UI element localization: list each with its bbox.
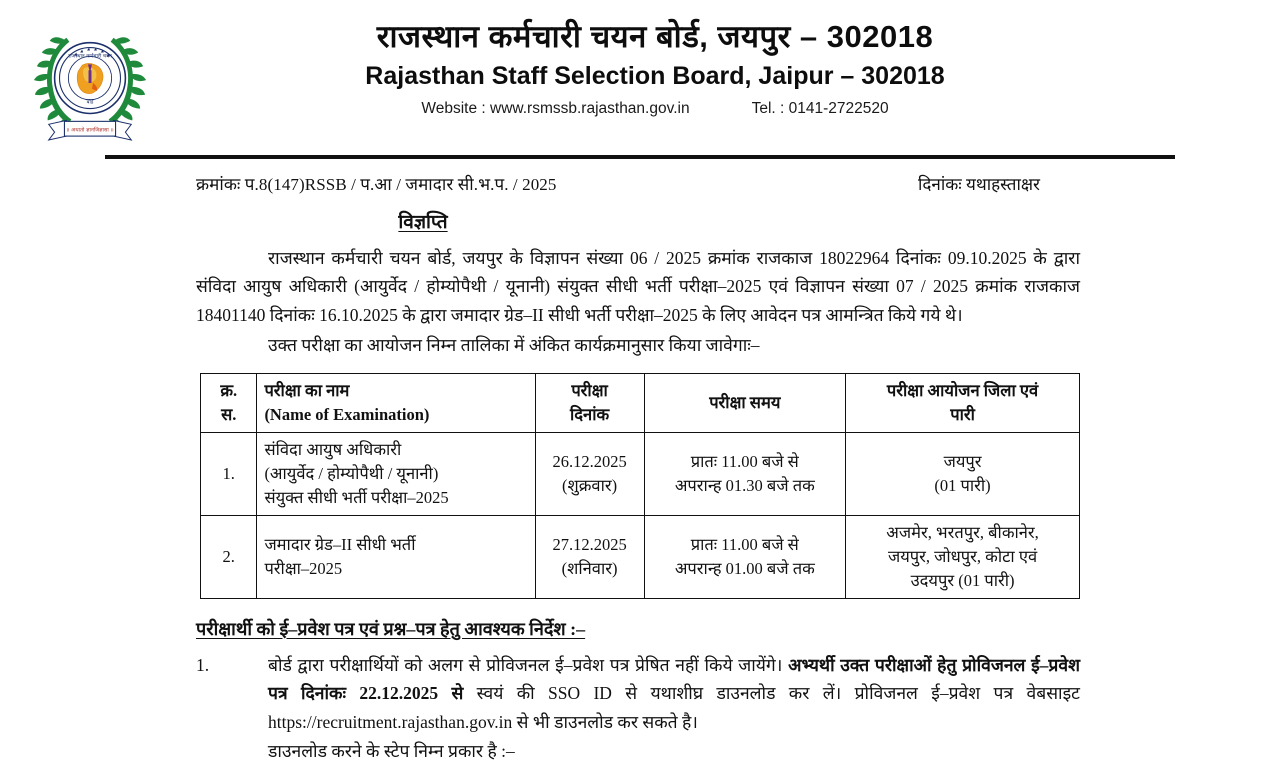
instruction-tail — [196, 737, 1080, 765]
cell-serial-number: 1. — [201, 433, 257, 516]
notice-paragraph-1: राजस्थान कर्मचारी चयन बोर्ड, जयपुर के विज्ञापन संख्या 06 / 2025 क्रमांक राजकाज 18022964 दिनांकः 09.10.2025 के द्वारा संविदा आयुष अधिकारी (आयुर्वेद / होम्योपैथी / यूनानी) संयुक्त सीधी भर्ती परीक्षा–2025 एवं विज्ञापन संख्या 07 / 2025 क्रमांक राजकाज 18401140 दिनांकः 16.10.2025 के द्वारा जमादार ग्रेड–II सीधी भर्ती परीक्षा–2025 के लिए आवेदन पत्र आमन्त्रित किये गये थे। — [196, 247, 1080, 325]
svg-text:॥ अथातो ज्ञानजिज्ञासा ॥: ॥ अथातो ज्ञानजिज्ञासा ॥ — [66, 127, 114, 134]
notice-heading: विज्ञप्ति — [398, 211, 448, 233]
cell-exam-name: जमादार ग्रेड–II सीधी भर्ती परीक्षा–2025 — [257, 515, 535, 598]
header-exam-date: परीक्षा दिनांक — [535, 374, 644, 433]
cell-exam-district: अजमेर, भरतपुर, बीकानेर, जयपुर, जोधपुर, कोटा एवं उदयपुर (01 पारी) — [846, 515, 1080, 598]
instruction-text-part-2: स्वयं की SSO ID से यथाशीघ्र डाउनलोड कर लें। प्रोविजनल ई–प्रवेश पत्र वेबसाइट https://recruitment.rajasthan.gov.in से भी डाउनलोड कर सकते है। — [268, 683, 1080, 732]
cell-exam-time: प्रातः 11.00 बजे से अपरान्ह 01.30 बजे तक — [644, 433, 846, 516]
svg-text:राजस्थान कर्मचारी चयन: राजस्थान कर्मचारी चयन — [68, 53, 112, 60]
reference-number: क्रमांकः प.8(147)RSSB / प.आ / जमादार सी.भ.प. / 2025 — [196, 175, 557, 194]
cell-exam-name: संविदा आयुष अधिकारी (आयुर्वेद / होम्योपैथी / यूनानी) संयुक्त सीधी भर्ती परीक्षा–2025 — [257, 433, 535, 516]
instruction-text-bold: अभ्यर्थी उक्त परीक्षाओं हेतु प्रोविजनल ई–प्रवेश पत्र दिनांकः 22.12.2025 से — [268, 655, 1080, 704]
instruction-text — [268, 651, 1080, 736]
rajasthan-board-emblem-icon — [31, 22, 149, 144]
header-exam-name: परीक्षा का नाम (Name of Examination) — [257, 374, 535, 433]
cell-serial-number: 2. — [201, 515, 257, 598]
instruction-item — [196, 651, 1080, 736]
telephone-text: Tel. : 0141-2722520 — [751, 99, 889, 117]
document-body — [0, 172, 1280, 765]
instructions-heading: परीक्षार्थी को ई–प्रवेश पत्र एवं प्रश्न–पत्र हेतु आवश्यक निर्देश :– — [196, 618, 586, 639]
letterhead-titles — [150, 18, 1280, 118]
table-header-row — [201, 374, 1080, 433]
header-divider — [105, 155, 1175, 159]
board-title-hindi: राजस्थान कर्मचारी चयन बोर्ड, जयपुर – 302018 — [376, 19, 934, 54]
issue-date: दिनांकः यथाहस्ताक्षर — [917, 175, 1040, 194]
letterhead — [0, 0, 1280, 144]
exam-schedule-table — [200, 373, 1080, 598]
svg-text:बोर्ड: बोर्ड — [86, 99, 94, 106]
cell-exam-district: जयपुर (01 पारी) — [846, 433, 1080, 516]
notice-paragraph-2: उक्त परीक्षा का आयोजन निम्न तालिका में अंकित कार्यक्रमानुसार किया जावेगाः– — [268, 334, 760, 355]
cell-exam-date: 26.12.2025 (शुक्रवार) — [535, 433, 644, 516]
meta-row — [196, 172, 1080, 199]
table-row — [201, 433, 1080, 516]
cell-exam-time: प्रातः 11.00 बजे से अपरान्ह 01.00 बजे तक — [644, 515, 846, 598]
website-text: Website : www.rsmssb.rajasthan.gov.in — [421, 99, 690, 117]
table-row — [201, 515, 1080, 598]
instruction-text-part-1: बोर्ड द्वारा परीक्षार्थियों को अलग से प्रोविजनल ई–प्रवेश पत्र प्रेषित नहीं किये जायेंगे। — [268, 655, 789, 676]
instruction-number: 1. — [196, 655, 210, 676]
header-serial-number: क्र. स. — [201, 374, 257, 433]
header-exam-district: परीक्षा आयोजन जिला एवं पारी — [846, 374, 1080, 433]
emblem-container — [0, 18, 150, 144]
header-exam-time: परीक्षा समय — [644, 374, 846, 433]
cell-exam-date: 27.12.2025 (शनिवार) — [535, 515, 644, 598]
board-title-english: Rajasthan Staff Selection Board, Jaipur – 302018 — [365, 61, 945, 90]
contact-row — [150, 100, 1160, 118]
instruction-tail-text: डाउनलोड करने के स्टेप निम्न प्रकार है :– — [268, 741, 515, 762]
